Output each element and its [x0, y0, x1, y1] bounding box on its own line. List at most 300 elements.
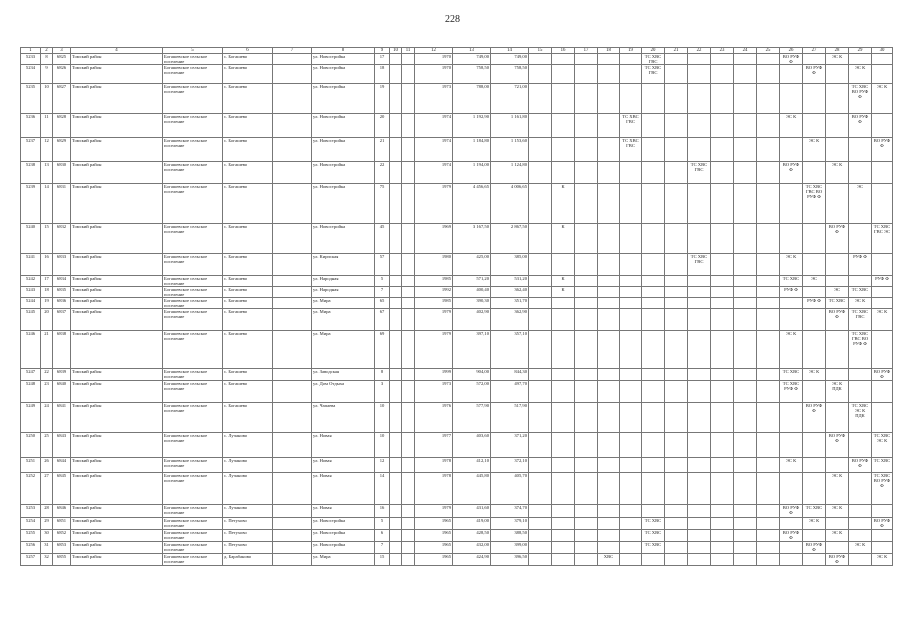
- table-cell: 432,00: [453, 542, 491, 554]
- table-row: [21, 331, 893, 369]
- table-cell: 15: [41, 224, 53, 254]
- table-cell: 32: [41, 554, 53, 566]
- table-cell: [872, 184, 893, 224]
- table-cell: Богашевское сельское поселение: [163, 433, 223, 458]
- table-cell: ЭС К: [826, 54, 849, 65]
- table-cell: 4 456,65: [453, 184, 491, 224]
- table-cell: ТС ХВС: [642, 542, 665, 554]
- table-cell: 1 192,90: [453, 114, 491, 138]
- table-cell: [390, 298, 402, 309]
- table-cell: 758,50: [453, 65, 491, 84]
- table-cell: ТС ХВС ГВС: [642, 54, 665, 65]
- table-cell: [688, 542, 711, 554]
- table-cell: 23: [41, 381, 53, 403]
- table-cell: РУФ Ф: [849, 254, 872, 276]
- table-cell: [529, 331, 552, 369]
- table-cell: [598, 114, 620, 138]
- table-row: [21, 84, 893, 114]
- table-cell: [826, 254, 849, 276]
- table-cell: 3: [375, 381, 390, 403]
- table-cell: [642, 505, 665, 518]
- table-cell: ЭС К: [826, 473, 849, 505]
- table-cell: ул. Новостройка: [312, 65, 375, 84]
- table-cell: [688, 138, 711, 162]
- table-cell: [803, 473, 826, 505]
- table-row: [21, 458, 893, 473]
- table-cell: ЭС К: [826, 505, 849, 518]
- table-cell: [390, 331, 402, 369]
- table-cell: [598, 138, 620, 162]
- table-cell: [402, 518, 415, 530]
- table-cell: ВО РУФ Ф: [826, 309, 849, 331]
- table-cell: [575, 254, 598, 276]
- table-cell: [711, 114, 734, 138]
- table-cell: [665, 331, 688, 369]
- table-cell: [642, 309, 665, 331]
- table-cell: ТС ХВС РУФ Ф: [780, 381, 803, 403]
- table-cell: [620, 530, 642, 542]
- table-cell: [529, 309, 552, 331]
- table-cell: 1979: [415, 309, 453, 331]
- table-cell: 8: [41, 54, 53, 65]
- table-cell: ТС ХВС: [780, 276, 803, 287]
- table-cell: ВО РУФ Ф: [872, 518, 893, 530]
- table-cell: К: [552, 184, 575, 224]
- table-cell: Томский район: [71, 276, 163, 287]
- table-cell: [529, 224, 552, 254]
- column-number: 20: [642, 48, 665, 54]
- column-number: 8: [312, 48, 375, 54]
- table-row: [21, 542, 893, 554]
- table-cell: [529, 403, 552, 433]
- table-cell: [575, 276, 598, 287]
- table-cell: 31: [41, 542, 53, 554]
- table-cell: 6851: [53, 518, 71, 530]
- table-row: [21, 309, 893, 331]
- column-number: 3: [53, 48, 71, 54]
- table-cell: ТС ХВС: [780, 369, 803, 381]
- table-cell: 517,90: [491, 403, 529, 433]
- table-cell: ВО РУФ Ф: [849, 458, 872, 473]
- column-number: 23: [711, 48, 734, 54]
- table-cell: 6833: [53, 254, 71, 276]
- table-cell: [757, 542, 780, 554]
- table-row: [21, 403, 893, 433]
- table-cell: [688, 381, 711, 403]
- table-cell: с. Богашево: [223, 369, 273, 381]
- table-cell: [552, 138, 575, 162]
- table-cell: [757, 54, 780, 65]
- table-cell: ТС ХВС ГВС: [620, 138, 642, 162]
- table-cell: Томский район: [71, 309, 163, 331]
- table-cell: 1 153,60: [491, 138, 529, 162]
- table-cell: [620, 505, 642, 518]
- table-cell: [872, 298, 893, 309]
- table-cell: Богашевское сельское поселение: [163, 518, 223, 530]
- table-cell: [711, 224, 734, 254]
- table-cell: Томский район: [71, 254, 163, 276]
- table-cell: с. Петухово: [223, 530, 273, 542]
- table-row: [21, 114, 893, 138]
- table-cell: [273, 473, 312, 505]
- table-cell: 1999: [415, 369, 453, 381]
- table-cell: [826, 65, 849, 84]
- table-cell: 1978: [415, 458, 453, 473]
- table-cell: [575, 530, 598, 542]
- table-cell: 22: [375, 162, 390, 184]
- table-cell: 397,10: [453, 331, 491, 369]
- table-cell: ТС ХВС: [642, 518, 665, 530]
- table-cell: [273, 369, 312, 381]
- table-cell: [665, 403, 688, 433]
- table-cell: с. Богашево: [223, 254, 273, 276]
- table-cell: ЭС К: [780, 114, 803, 138]
- table-cell: [734, 505, 757, 518]
- table-cell: ул. Кирпская: [312, 254, 375, 276]
- table-cell: 14: [375, 473, 390, 505]
- table-cell: [598, 287, 620, 298]
- table-cell: 6852: [53, 530, 71, 542]
- table-cell: 18: [375, 65, 390, 84]
- table-cell: 5237: [21, 138, 41, 162]
- table-cell: [390, 433, 402, 458]
- table-cell: [642, 276, 665, 287]
- table-cell: ТС ХВС ГВС: [688, 162, 711, 184]
- table-cell: ВО РУФ Ф: [803, 65, 826, 84]
- column-number: 21: [665, 48, 688, 54]
- table-cell: [552, 331, 575, 369]
- table-cell: 399,00: [491, 542, 529, 554]
- table-cell: 5253: [21, 505, 41, 518]
- table-cell: [598, 331, 620, 369]
- table-cell: Богашевское сельское поселение: [163, 530, 223, 542]
- table-cell: Томский район: [71, 114, 163, 138]
- table-cell: [402, 184, 415, 224]
- table-cell: ул. Новая: [312, 473, 375, 505]
- table-cell: ул. Дом Отдыха: [312, 381, 375, 403]
- table-cell: ул. Чапаева: [312, 403, 375, 433]
- table-cell: с. Богашево: [223, 65, 273, 84]
- table-cell: [598, 254, 620, 276]
- table-cell: [757, 162, 780, 184]
- table-cell: [598, 54, 620, 65]
- table-row: [21, 433, 893, 458]
- table-cell: [734, 518, 757, 530]
- table-row: [21, 254, 893, 276]
- table-cell: [665, 162, 688, 184]
- table-cell: 9: [41, 65, 53, 84]
- table-cell: ВО РУФ Ф: [780, 162, 803, 184]
- table-cell: Богашевское сельское поселение: [163, 331, 223, 369]
- table-cell: ул. Народная: [312, 287, 375, 298]
- table-cell: с. Богашево: [223, 276, 273, 287]
- table-cell: [757, 518, 780, 530]
- table-cell: ТС ХВС ВО РУФ Ф: [849, 84, 872, 114]
- table-cell: [826, 184, 849, 224]
- table-cell: [552, 542, 575, 554]
- table-cell: д. Барабаново: [223, 554, 273, 566]
- table-cell: 372,10: [491, 458, 529, 473]
- table-cell: [598, 403, 620, 433]
- table-cell: [849, 381, 872, 403]
- table-cell: [620, 518, 642, 530]
- column-number: 6: [223, 48, 273, 54]
- table-cell: [552, 473, 575, 505]
- table-cell: [390, 184, 402, 224]
- table-cell: [620, 162, 642, 184]
- table-cell: [529, 530, 552, 542]
- table-cell: 362,40: [491, 287, 529, 298]
- table-cell: 531,20: [491, 276, 529, 287]
- table-cell: [390, 54, 402, 65]
- table-cell: Томский район: [71, 542, 163, 554]
- table-cell: ул. Народная: [312, 276, 375, 287]
- column-number: 7: [273, 48, 312, 54]
- table-cell: ул. Новая: [312, 505, 375, 518]
- table-cell: 5: [375, 518, 390, 530]
- table-cell: ТС ХВС ВО РУФ Ф: [872, 473, 893, 505]
- table-cell: [734, 542, 757, 554]
- table-cell: [734, 254, 757, 276]
- table-cell: [780, 184, 803, 224]
- table-cell: [803, 530, 826, 542]
- column-number: 1: [21, 48, 41, 54]
- table-cell: 445,80: [453, 473, 491, 505]
- table-cell: ЭС: [803, 276, 826, 287]
- table-cell: 6841: [53, 403, 71, 433]
- table-cell: 67: [375, 309, 390, 331]
- table-cell: [529, 254, 552, 276]
- table-row: [21, 473, 893, 505]
- table-cell: 5254: [21, 518, 41, 530]
- table-cell: 22: [41, 369, 53, 381]
- table-cell: [598, 458, 620, 473]
- table-cell: [872, 65, 893, 84]
- table-cell: Томский район: [71, 505, 163, 518]
- table-cell: с. Богашево: [223, 309, 273, 331]
- table-cell: ВО РУФ Ф: [780, 54, 803, 65]
- table-cell: 385,00: [491, 254, 529, 276]
- table-cell: ул. Новостройка: [312, 184, 375, 224]
- table-cell: Богашевское сельское поселение: [163, 114, 223, 138]
- table-cell: [390, 114, 402, 138]
- table-cell: с. Богашево: [223, 162, 273, 184]
- table-row: [21, 530, 893, 542]
- table-cell: [529, 518, 552, 530]
- column-number: 5: [163, 48, 223, 54]
- table-cell: [734, 162, 757, 184]
- table-cell: Томский район: [71, 381, 163, 403]
- column-number: 17: [575, 48, 598, 54]
- table-cell: ЭС К: [826, 530, 849, 542]
- column-number: 27: [803, 48, 826, 54]
- table-cell: 17: [375, 54, 390, 65]
- table-cell: [849, 473, 872, 505]
- table-cell: Томский район: [71, 458, 163, 473]
- table-cell: 6838: [53, 331, 71, 369]
- table-cell: [757, 65, 780, 84]
- table-cell: [402, 287, 415, 298]
- table-cell: [273, 554, 312, 566]
- table-cell: Томский район: [71, 554, 163, 566]
- table-cell: [734, 114, 757, 138]
- table-cell: [598, 224, 620, 254]
- table-cell: РУФ Ф: [803, 298, 826, 309]
- table-cell: 1 184,80: [453, 138, 491, 162]
- table-cell: 405,70: [491, 473, 529, 505]
- table-cell: 19: [375, 84, 390, 114]
- column-number: 11: [402, 48, 415, 54]
- table-cell: 5249: [21, 403, 41, 433]
- table-cell: [620, 554, 642, 566]
- table-cell: 6829: [53, 138, 71, 162]
- table-cell: 1979: [415, 331, 453, 369]
- table-cell: [552, 458, 575, 473]
- table-cell: [620, 54, 642, 65]
- table-cell: 20: [41, 309, 53, 331]
- table-cell: [620, 381, 642, 403]
- table-row: [21, 276, 893, 287]
- table-cell: 1965: [415, 518, 453, 530]
- column-number: 22: [688, 48, 711, 54]
- table-cell: [575, 369, 598, 381]
- table-cell: [711, 162, 734, 184]
- table-cell: Богашевское сельское поселение: [163, 138, 223, 162]
- table-cell: [529, 84, 552, 114]
- table-cell: 21: [41, 331, 53, 369]
- table-cell: [642, 381, 665, 403]
- table-row: [21, 505, 893, 518]
- table-cell: [711, 254, 734, 276]
- table-cell: [665, 254, 688, 276]
- table-cell: [402, 224, 415, 254]
- table-row: [21, 287, 893, 298]
- table-cell: 5239: [21, 184, 41, 224]
- table-cell: [642, 224, 665, 254]
- column-number: 30: [872, 48, 893, 54]
- table-cell: [734, 298, 757, 309]
- table-cell: [273, 276, 312, 287]
- table-cell: 25: [41, 433, 53, 458]
- table-cell: [552, 114, 575, 138]
- table-cell: 10: [375, 433, 390, 458]
- table-cell: Томский район: [71, 331, 163, 369]
- table-cell: [390, 84, 402, 114]
- table-cell: [529, 184, 552, 224]
- table-cell: 6832: [53, 224, 71, 254]
- table-cell: [734, 381, 757, 403]
- table-cell: [757, 403, 780, 433]
- table-cell: [780, 518, 803, 530]
- table-cell: [872, 505, 893, 518]
- table-cell: [803, 458, 826, 473]
- table-cell: [688, 184, 711, 224]
- table-cell: [757, 184, 780, 224]
- table-cell: [711, 287, 734, 298]
- table-cell: [575, 403, 598, 433]
- table-cell: [711, 309, 734, 331]
- table-cell: [642, 433, 665, 458]
- table-cell: 5245: [21, 309, 41, 331]
- table-cell: [803, 309, 826, 331]
- table-cell: с. Лучаново: [223, 473, 273, 505]
- table-cell: Томский район: [71, 184, 163, 224]
- table-cell: [273, 287, 312, 298]
- table-cell: ул. Новостройка: [312, 224, 375, 254]
- table-cell: [803, 162, 826, 184]
- table-cell: ЭС К: [780, 331, 803, 369]
- table-cell: [620, 84, 642, 114]
- table-cell: [620, 433, 642, 458]
- table-cell: [273, 162, 312, 184]
- table-cell: [642, 458, 665, 473]
- table-cell: [642, 403, 665, 433]
- table-cell: [665, 65, 688, 84]
- table-cell: ВО РУФ Ф: [803, 403, 826, 433]
- table-cell: [757, 298, 780, 309]
- table-cell: 5242: [21, 276, 41, 287]
- table-cell: [552, 254, 575, 276]
- table-cell: [757, 331, 780, 369]
- table-cell: 16: [375, 505, 390, 518]
- table-cell: [390, 505, 402, 518]
- table-cell: [273, 458, 312, 473]
- table-cell: Томский район: [71, 287, 163, 298]
- table-cell: 26: [41, 458, 53, 473]
- table-cell: [757, 458, 780, 473]
- column-number: 25: [757, 48, 780, 54]
- table-cell: [620, 403, 642, 433]
- column-number: 9: [375, 48, 390, 54]
- table-cell: [529, 505, 552, 518]
- table-cell: ЭС К: [803, 369, 826, 381]
- table-cell: 11: [41, 114, 53, 138]
- table-cell: 1965: [415, 554, 453, 566]
- table-cell: [757, 381, 780, 403]
- table-cell: [598, 298, 620, 309]
- table-cell: ул. Новостройка: [312, 114, 375, 138]
- table-cell: 30: [41, 530, 53, 542]
- table-row: [21, 518, 893, 530]
- table-cell: [575, 433, 598, 458]
- table-cell: [390, 309, 402, 331]
- table-cell: 1973: [415, 84, 453, 114]
- table-cell: [803, 554, 826, 566]
- table-cell: [757, 505, 780, 518]
- table-cell: [665, 458, 688, 473]
- table-cell: 572,00: [453, 381, 491, 403]
- table-cell: [826, 114, 849, 138]
- table-cell: [757, 554, 780, 566]
- table-cell: [642, 254, 665, 276]
- table-cell: 1985: [415, 298, 453, 309]
- table-cell: [711, 554, 734, 566]
- table-cell: [780, 65, 803, 84]
- table-cell: ЭС К: [872, 309, 893, 331]
- table-cell: 844,30: [491, 369, 529, 381]
- table-cell: [803, 331, 826, 369]
- table-cell: [872, 162, 893, 184]
- table-cell: [826, 84, 849, 114]
- table-cell: [734, 224, 757, 254]
- table-cell: 7: [375, 542, 390, 554]
- table-cell: [390, 138, 402, 162]
- table-cell: [529, 162, 552, 184]
- table-cell: Богашевское сельское поселение: [163, 298, 223, 309]
- table-cell: [642, 114, 665, 138]
- table-cell: [402, 331, 415, 369]
- table-cell: [620, 542, 642, 554]
